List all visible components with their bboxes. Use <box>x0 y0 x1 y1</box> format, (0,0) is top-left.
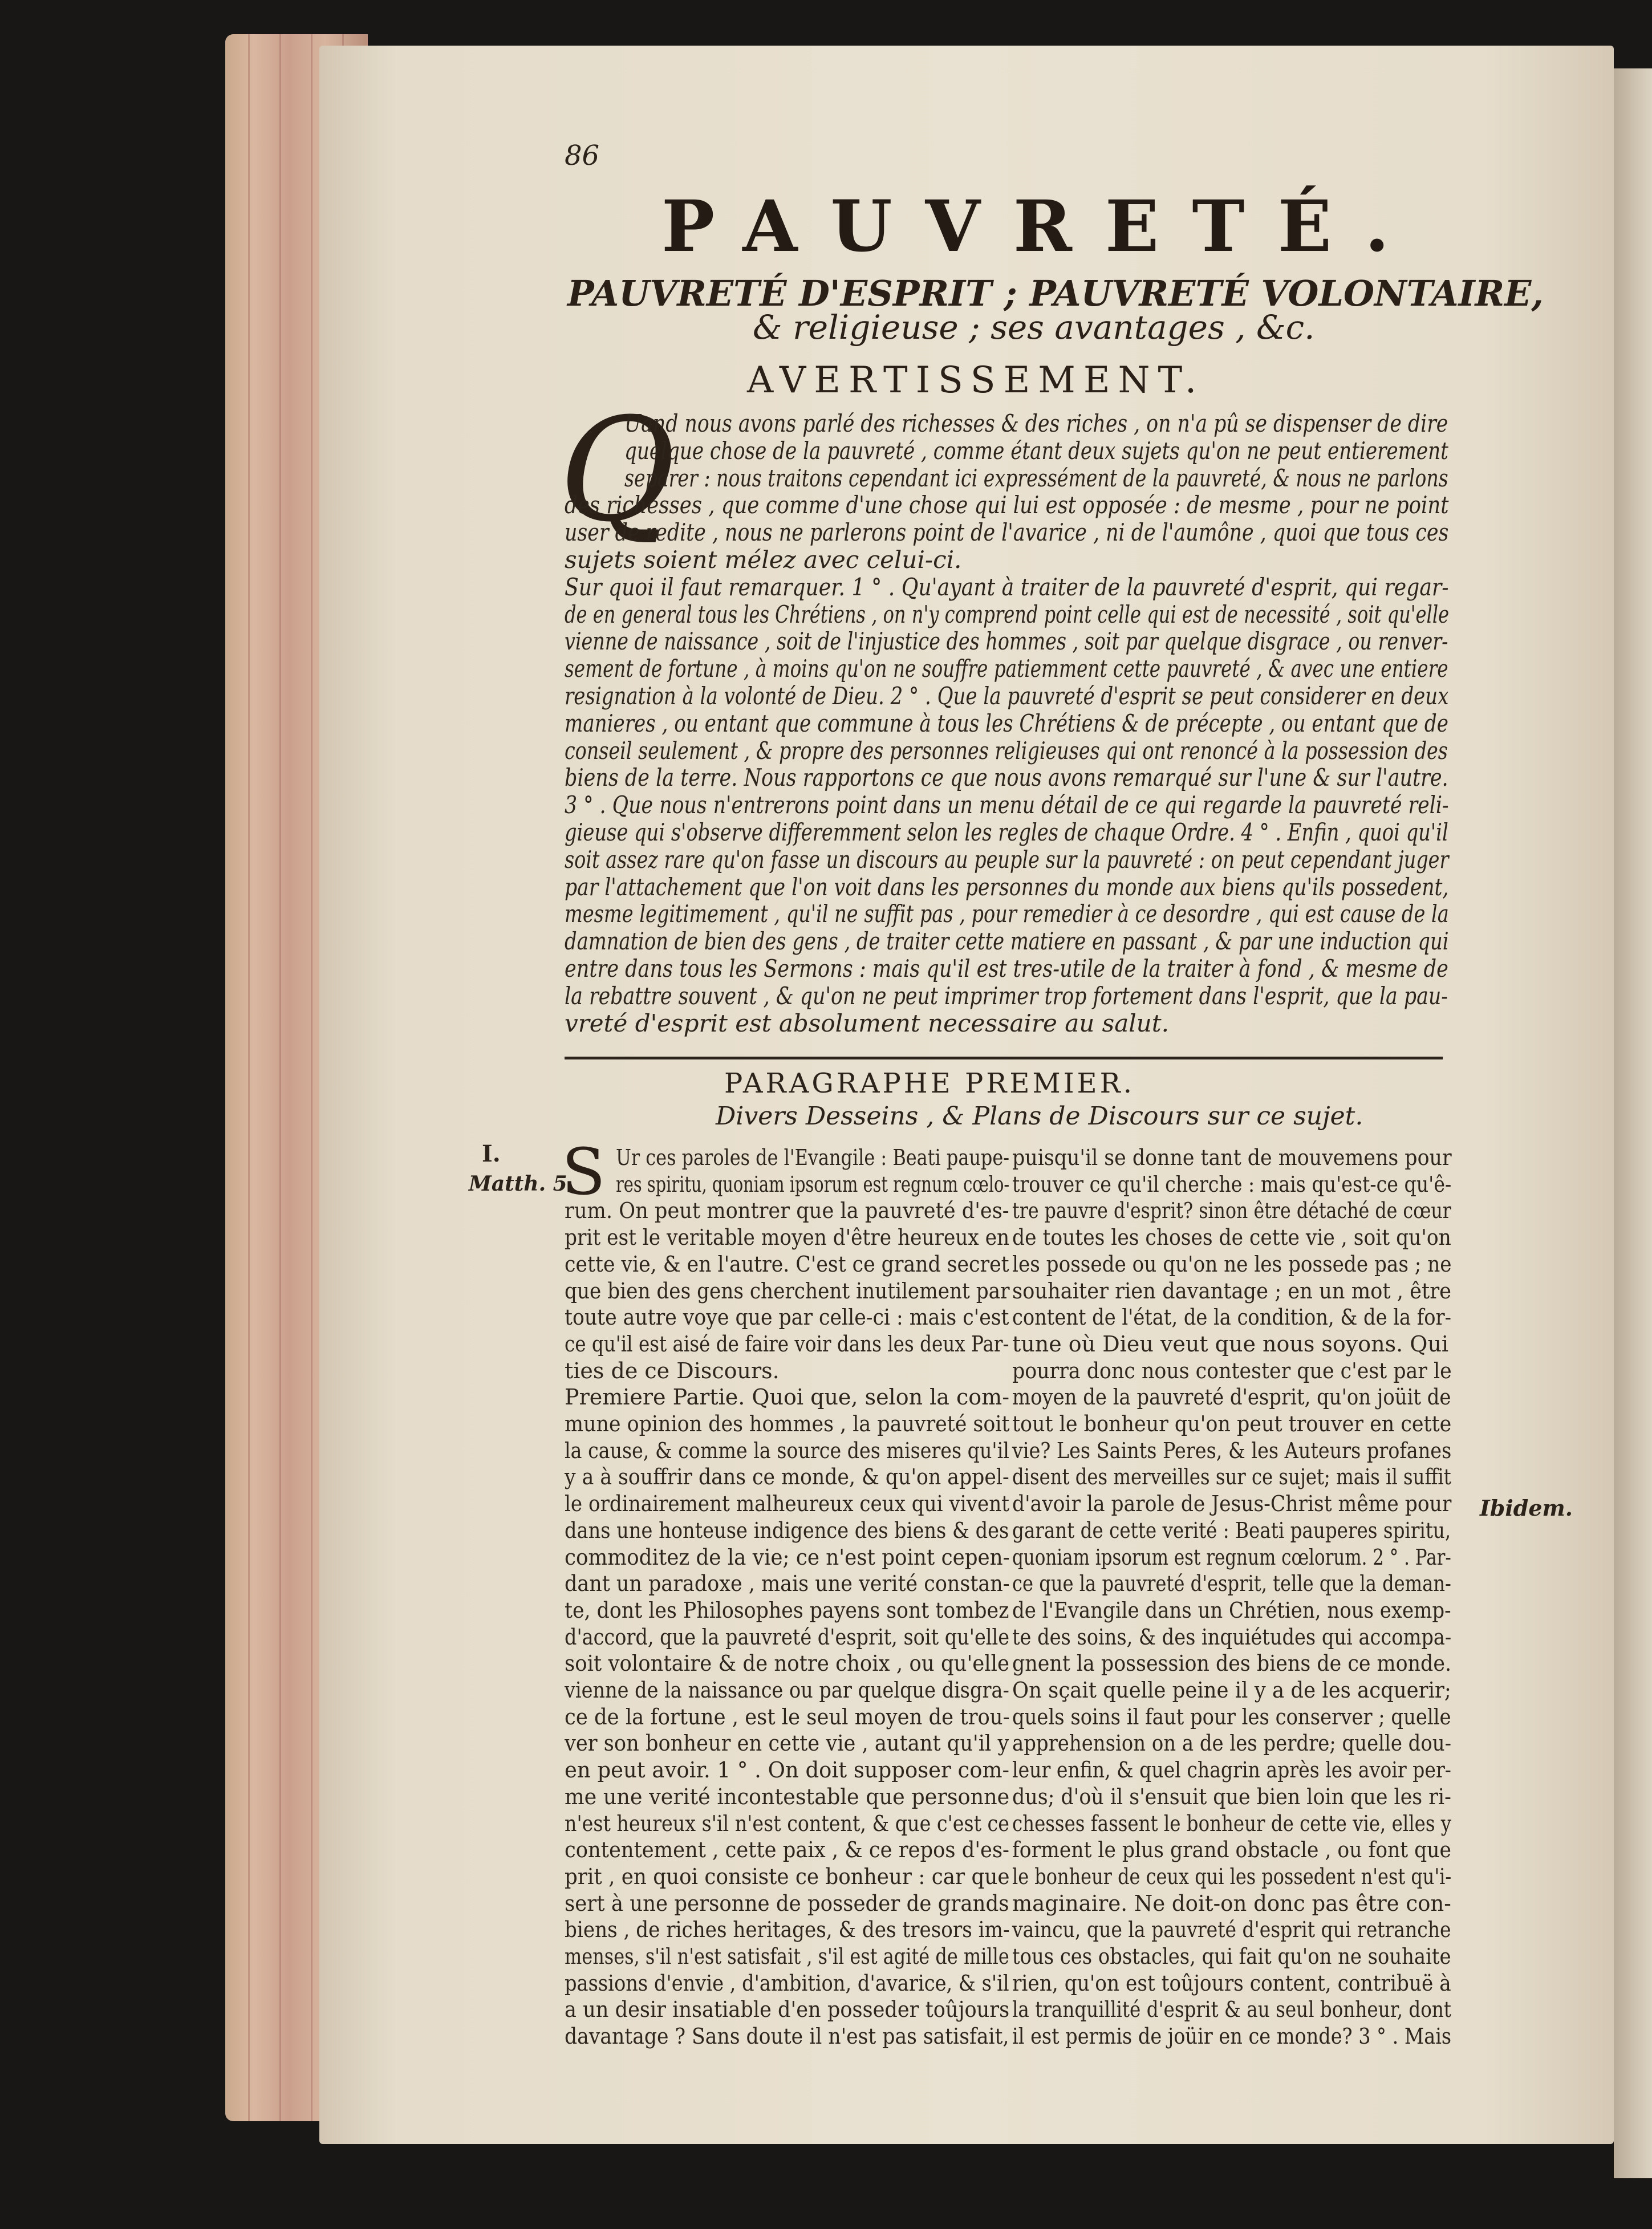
avert-lines-line: sement de fortune , à moins qu'on ne souffre patiemment cette pauvreté , & avec une entiere <box>565 655 1448 683</box>
avert-lines-line: resignation à la volonté de Dieu. 2 ° . Que la pauvreté d'esprit se peut considerer en deux <box>565 682 1449 710</box>
avert-lines-line: Uand nous avons parlé des richesses & des riches , on n'a pû se dispenser de dire <box>624 409 1448 437</box>
right-col-line: la tranquillité d'esprit & au seul bonheur, dont <box>1012 1997 1452 2023</box>
left-col-line: menses, s'il n'est satisfait , s'il est agité de mille <box>565 1944 1009 1969</box>
left-col-line: biens , de riches heritages, & des tresors im- <box>565 1917 1010 1943</box>
avert-lines-line: sujets soient mélez avec celui-ci. <box>565 546 962 574</box>
avert-lines-line: biens de la terre. Nous rapportons ce que nous avons remarqué sur l'une & sur l'autre. <box>565 764 1448 792</box>
right-col-line: apprehension on a de les perdre; quelle dou- <box>1012 1731 1452 1756</box>
left-col-line: le ordinairement malheureux ceux qui vivent <box>565 1491 1009 1517</box>
right-col-line: le bonheur de ceux qui les possedent n'est qu'i- <box>1012 1863 1452 1889</box>
right-col-line: rien, qu'on est toûjours content, contribuë à <box>1012 1970 1451 1996</box>
page-title: PAUVRETÉ. <box>661 185 1423 268</box>
avertissement-heading: AVERTISSEMENT. <box>747 359 1205 401</box>
right-col-line: de toutes les choses de cette vie , soit qu'on <box>1012 1225 1451 1250</box>
right-col-line: On sçait quelle peine il y a de les acquerir; <box>1012 1678 1451 1703</box>
avert-lines-line: la rebattre souvent , & qu'on ne peut imprimer trop fortement dans l'esprit, que la pau- <box>565 981 1448 1010</box>
right-col-line: d'avoir la parole de Jesus-Christ même pour <box>1012 1491 1452 1517</box>
avert-lines-line: conseil seulement , & propre des personnes religieuses qui ont renoncé à la possession des <box>565 736 1448 765</box>
avert-lines-line: vienne de naissance , soit de l'injustice des hommes , soit par quelque disgrace , ou renver- <box>565 627 1448 656</box>
left-col-line: la cause, & comme la source des miseres qu'il <box>565 1438 1009 1463</box>
avert-lines-line: damnation de bien des gens , de traiter cette matiere en passant , & par une induction qui <box>565 927 1449 956</box>
column-drop-cap: S <box>562 1135 606 1209</box>
avert-lines-line: des richesses , que comme d'une chose qui lui est opposée : de mesme , pour ne point <box>565 491 1449 519</box>
left-col-line: y a à souffrir dans ce monde, & qu'on appel- <box>565 1464 1009 1490</box>
right-col-line: dus; d'où il s'ensuit que bien loin que les ri- <box>1012 1784 1451 1809</box>
left-col-line: soit volontaire & de notre choix , ou qu'elle <box>565 1651 1009 1676</box>
margin-reference-right: Ibidem. <box>1480 1495 1573 1521</box>
left-col-line: a un desir insatiable d'en posseder toûjours <box>565 1997 1010 2023</box>
avert-lines-line: entre dans tous les Sermons : mais qu'il est tres-utile de la traiter à fond , & mesme de <box>565 955 1448 982</box>
left-col-line: contentement , cette paix , & ce repos d'es- <box>565 1837 1009 1863</box>
left-col-line: res spiritu, quoniam ipsorum est regnum cœlo- <box>616 1171 1010 1197</box>
avert-lines-line: manieres , ou entant que commune à tous les Chrétiens & de précepte , ou entant que de <box>565 709 1448 737</box>
right-col-line: il est permis de joüir en ce monde? 3 ° . Mais <box>1012 2024 1452 2049</box>
avert-lines-line: de en general tous les Chrétiens , on n'y comprend point celle qui est de necessité , soit qu'elle <box>565 600 1450 628</box>
right-col-line: puisqu'il se donne tant de mouvemens pour <box>1012 1145 1452 1170</box>
right-col-line: quels soins il faut pour les conserver ; quelle <box>1012 1704 1451 1729</box>
left-col-line: vienne de la naissance ou par quelque disgra- <box>565 1678 1009 1703</box>
avert-lines-line: par l'attachement que l'on voit dans les personnes du monde aux biens qu'ils possedent, <box>565 872 1449 901</box>
left-col-line: en peut avoir. 1 ° . On doit supposer com- <box>565 1757 1010 1783</box>
right-col-line: chesses fassent le bonheur de cette vie, elles y <box>1012 1810 1452 1836</box>
left-col-line: toute autre voye que par celle-ci : mais c'est <box>565 1305 1009 1330</box>
right-col-line: pourra donc nous contester que c'est par le <box>1012 1358 1452 1383</box>
right-col-line: gnent la possession des biens de ce monde. <box>1012 1651 1452 1676</box>
right-col-line: leur enfin, & quel chagrin après les avoir per- <box>1012 1757 1451 1783</box>
left-col-line: sert à une personne de posseder de grands <box>565 1890 1009 1916</box>
page-number: 86 <box>565 140 600 172</box>
margin-section-number: I. <box>482 1140 501 1167</box>
left-col-line: davantage ? Sans doute il n'est pas satisfait, <box>565 2024 1009 2049</box>
left-col-line: que bien des gens cherchent inutilement par <box>565 1278 1010 1304</box>
right-col-line: garant de cette verité : Beati pauperes spiritu, <box>1012 1517 1451 1543</box>
right-col-line: les possede ou qu'on ne les possede pas ; ne <box>1012 1251 1452 1277</box>
avert-lines-line: Sur quoi il faut remarquer. 1 ° . Qu'ayant à traiter de la pauvreté d'esprit, qui regar- <box>565 573 1449 601</box>
left-col-line: me une verité incontestable que personne <box>565 1784 1010 1809</box>
avert-lines-line: 3 ° . Que nous n'entrerons point dans un menu détail de ce qui regarde la pauvreté reli- <box>565 791 1449 819</box>
right-col-line: maginaire. Ne doit-on donc pas être con- <box>1012 1890 1451 1916</box>
left-col-line: dans une honteuse indigence des biens & des <box>565 1517 1009 1543</box>
right-col-line: forment le plus grand obstacle , ou font que <box>1012 1837 1451 1863</box>
left-col-line: passions d'envie , d'ambition, d'avarice, & s'il <box>565 1970 1009 1996</box>
right-col-line: content de l'état, de la condition, & de la for- <box>1012 1305 1451 1330</box>
left-col-line: mune opinion des hommes , la pauvreté soit <box>565 1411 1010 1436</box>
left-col-line: d'accord, que la pauvreté d'esprit, soit qu'elle <box>565 1624 1010 1650</box>
page-subtitle-2: & religieuse ; ses avantages , &c. <box>753 308 1315 347</box>
section-rule <box>565 1057 1443 1059</box>
right-col-line: moyen de la pauvreté d'esprit, qu'on joüit de <box>1012 1385 1451 1410</box>
left-col-line: Premiere Partie. Quoi que, selon la com- <box>565 1385 1010 1410</box>
avert-lines-line: user de redite , nous ne parlerons point de l'avarice , ni de l'aumône , quoi que tous ces <box>565 518 1449 547</box>
left-col-line: ties de ce Discours. <box>565 1358 780 1383</box>
left-col-line: prit est le veritable moyen d'être heureux en <box>565 1225 1010 1250</box>
left-col-line: dant un paradoxe , mais une verité constan- <box>565 1571 1010 1597</box>
right-col-line: de l'Evangile dans un Chrétien, nous exemp- <box>1012 1597 1451 1623</box>
avertissement-drop-cap: Q <box>559 387 676 553</box>
left-col-line: ce qu'il est aisé de faire voir dans les deux Par- <box>565 1331 1009 1357</box>
left-col-line: rum. On peut montrer que la pauvreté d'es- <box>565 1198 1009 1224</box>
facing-page-edge <box>1614 68 1652 2178</box>
left-col-line: te, dont les Philosophes payens sont tombez <box>565 1597 1009 1623</box>
left-col-line: cette vie, & en l'autre. C'est ce grand secret <box>565 1251 1009 1277</box>
right-col-line: trouver ce qu'il cherche : mais qu'est-ce qu'ê- <box>1012 1171 1452 1197</box>
right-col-line: souhaiter rien davantage ; en un mot , être <box>1012 1278 1451 1304</box>
avert-lines-line: mesme legitimement , qu'il ne suffit pas , pour remedier à ce desordre , qui est cause de la <box>565 900 1449 928</box>
avert-lines-line: separer : nous traitons cependant ici expressément de la pauvreté, & nous ne parlons <box>624 464 1448 492</box>
avert-lines-line: gieuse qui s'observe differemment selon les regles de chaque Ordre. 4 ° . Enfin , quoi qu'il <box>565 818 1448 846</box>
page-subtitle: PAUVRETÉ D'ESPRIT ; PAUVRETÉ VOLONTAIRE, <box>567 273 1544 314</box>
right-col-line: quoniam ipsorum est regnum cœlorum. 2 ° . Par- <box>1012 1544 1451 1570</box>
right-col-line: vie? Les Saints Peres, & les Auteurs profanes <box>1012 1438 1452 1463</box>
right-col-line: tune où Dieu veut que nous soyons. Qui <box>1012 1331 1449 1357</box>
margin-reference: Matth. 5. <box>469 1172 575 1196</box>
right-col-line: tre pauvre d'esprit? sinon être détaché de cœur <box>1012 1198 1451 1224</box>
section-heading: PARAGRAPHE PREMIER. <box>724 1067 1135 1099</box>
left-col-line: commoditez de la vie; ce n'est point cepen- <box>565 1544 1010 1570</box>
right-col-line: tout le bonheur qu'on peut trouver en cette <box>1012 1411 1452 1436</box>
right-col-line: ce que la pauvreté d'esprit, telle que la deman- <box>1012 1571 1451 1597</box>
section-subheading: Divers Desseins , & Plans de Discours sur ce sujet. <box>716 1102 1363 1131</box>
left-col-line: ver son bonheur en cette vie , autant qu'il y <box>565 1731 1009 1756</box>
avert-lines-line: vreté d'esprit est absolument necessaire au salut. <box>565 1009 1169 1037</box>
right-col-line: vaincu, que la pauvreté d'esprit qui retranche <box>1012 1917 1451 1943</box>
left-col-line: prit , en quoi consiste ce bonheur : car que <box>565 1863 1010 1889</box>
right-col-line: tous ces obstacles, qui fait qu'on ne souhaite <box>1012 1944 1451 1969</box>
right-col-line: te des soins, & des inquiétudes qui accompa- <box>1012 1624 1452 1650</box>
left-col-line: n'est heureux s'il n'est content, & que c'est ce <box>565 1810 1009 1836</box>
avert-lines-line: soit assez rare qu'on fasse un discours au peuple sur la pauvreté : on peut cependant juger <box>565 845 1449 874</box>
right-col-line: disent des merveilles sur ce sujet; mais il suffit <box>1012 1464 1451 1490</box>
left-col-line: ce de la fortune , est le seul moyen de trou- <box>565 1704 1010 1729</box>
avert-lines-line: quelque chose de la pauvreté , comme étant deux sujets qu'on ne peut entierement <box>624 436 1448 465</box>
left-col-line: Ur ces paroles de l'Evangile : Beati paupe- <box>616 1145 1010 1170</box>
